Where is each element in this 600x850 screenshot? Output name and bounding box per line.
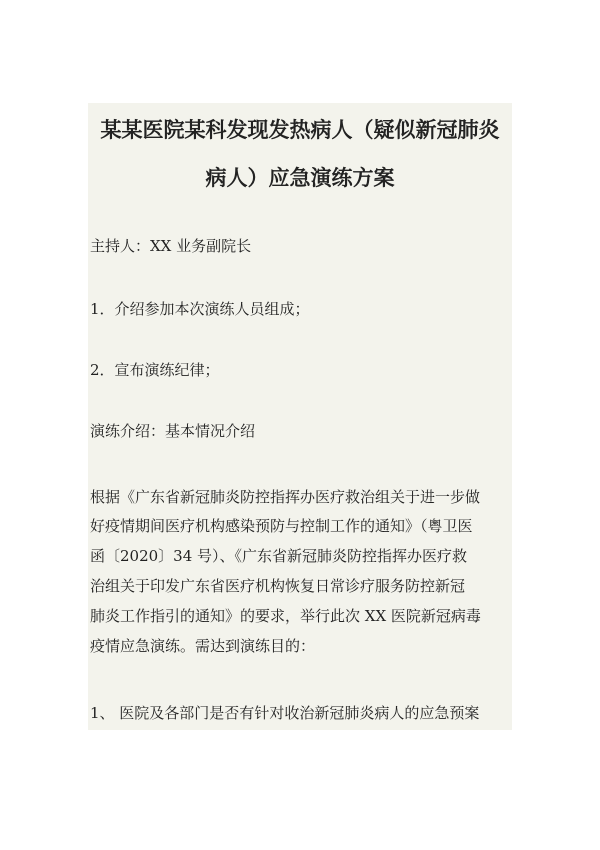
body-line: 函〔2020〕34 号）、《广东省新冠肺炎防控指挥办医疗救 — [90, 547, 468, 565]
body-line: 好疫情期间医疗机构感染预防与控制工作的通知》（粤卫医 — [90, 517, 473, 535]
list-item: 1．介绍参加本次演练人员组成； — [90, 300, 310, 318]
title-line-2: 病人）应急演练方案 — [205, 166, 395, 190]
title-line-1: 某某医院某科发现发热病人（疑似新冠肺炎 — [100, 118, 500, 142]
body-line: 根据《广东省新冠肺炎防控指挥办医疗救治组关于进一步做 — [90, 488, 481, 506]
intro-heading: 演练介绍：基本情况介绍 — [90, 422, 256, 440]
purpose-item: 1、 医院及各部门是否有针对收治新冠肺炎病人的应急预案 — [90, 704, 480, 722]
body-line: 疫情应急演练。需达到演练目的： — [90, 637, 316, 655]
list-item: 2．宣布演练纪律； — [90, 361, 220, 379]
host-line: 主持人：XX 业务副院长 — [90, 237, 252, 255]
body-line: 治组关于印发广东省医疗机构恢复日常诊疗服务防控新冠 — [90, 577, 466, 595]
body-line: 肺炎工作指引的通知》的要求，举行此次 XX 医院新冠病毒 — [90, 607, 481, 625]
